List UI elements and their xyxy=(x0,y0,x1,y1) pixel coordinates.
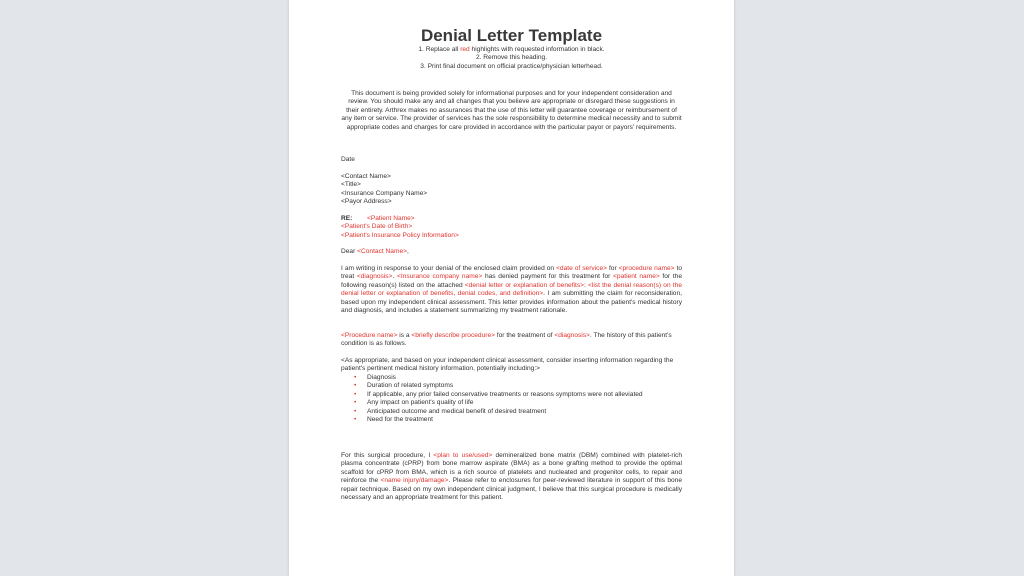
re-block xyxy=(341,215,682,240)
payor-address-field: <Payor Address> xyxy=(341,198,392,206)
p1-text: . xyxy=(392,273,397,281)
document-title: Denial Letter Template xyxy=(420,26,603,45)
template-heading xyxy=(289,26,734,71)
salutation-contact: <Contact Name> xyxy=(357,248,407,255)
p1-procedure-name: <procedure name> xyxy=(618,265,675,272)
p2-procedure-description: <briefly describe procedure> xyxy=(411,332,495,339)
paragraph-history-instructions: <As appropriate, and based on your independent clinical assessment, consider inserting information regarding the patient's pertinent medical history information, potentially including:> xyxy=(341,357,674,373)
re-row xyxy=(341,215,682,223)
p1-diagnosis: <diagnosis> xyxy=(356,273,393,281)
history-bullet-list xyxy=(341,374,682,424)
p1-text: for xyxy=(606,265,619,272)
date-field: Date xyxy=(341,156,355,163)
p1-denial-reasons: <list the denial reason(s) on the denial letter or explanation of benefits, denial codes, and definition> xyxy=(341,281,682,298)
instruction-1-text: 1. Replace all xyxy=(418,46,461,53)
patient-name-field: <Patient Name> xyxy=(367,215,415,222)
paragraph-denial-response xyxy=(341,265,682,315)
p2-text: is a xyxy=(397,332,412,339)
p2-diagnosis: <diagnosis> xyxy=(554,332,590,339)
p4-text: demineralized bone matrix (DBM) combined with platelet-rich plasma concentrate (cPRP) from bone marrow aspirate (BMA) as a bone grafting method to provide the optimal scaffold for cPRP from BMA, which is a rich source of platelets and nucleated and progenitor cells, to repair and reinforce the xyxy=(341,452,683,485)
list-item: • Need for the treatment xyxy=(367,416,682,424)
list-item: • If applicable, any prior failed conservative treatments or reasons symptoms were not alleviated xyxy=(367,391,682,399)
salutation xyxy=(341,248,682,256)
instruction-1-text-end: highlights with requested information in black. xyxy=(469,46,605,53)
instruction-3: 3. Print final document on official practice/physician letterhead. xyxy=(420,62,603,70)
document-page xyxy=(289,0,734,576)
instruction-1 xyxy=(289,46,734,54)
salutation-dear: Dear xyxy=(341,248,358,255)
patient-dob-field: <Patient's Date of Birth> xyxy=(341,223,413,231)
salutation-comma: , xyxy=(406,248,409,255)
p1-text: has denied payment for this treatment for xyxy=(482,273,614,281)
p1-text: : xyxy=(583,281,588,289)
p1-text: I am writing in response to your denial of the enclosed claim provided on xyxy=(341,265,557,272)
list-item: • Duration of related symptoms xyxy=(367,382,682,390)
p2-procedure-name: <Procedure name> xyxy=(341,332,398,339)
p1-denial-letter: <denial letter or explanation of benefits> xyxy=(464,281,584,289)
p1-patient-name: <patient name> xyxy=(613,273,660,281)
p4-injury-damage: <name injury/damage> xyxy=(380,477,449,485)
patient-policy-field: <Patient's Insurance Policy Information> xyxy=(341,231,459,239)
p1-text: for the following reason(s) listed on the attached xyxy=(341,273,682,289)
p1-insurance-company: <Insurance company name> xyxy=(396,273,483,281)
instruction-2: 2. Remove this heading. xyxy=(475,54,548,62)
p2-text: . The history of this patient's condition is as follows. xyxy=(341,332,672,348)
p4-text: . Please refer to enclosures for peer-reviewed literature in support of this bone repair technique. Based on my own independent clinical judgment, I believe that this surgical procedure is medically necessary and an appropriate treatment for this patient. xyxy=(341,477,683,502)
instruction-1-red-word: red xyxy=(460,46,470,53)
p1-text: to treat xyxy=(341,265,682,281)
list-item: • Diagnosis xyxy=(367,374,682,382)
list-item: • Anticipated outcome and medical benefit of desired treatment xyxy=(367,408,682,416)
paragraph-surgical-procedure xyxy=(341,452,682,502)
p1-text: . I am submitting the claim for reconsideration, based upon my independent clinical assessment. This letter provides information about the patient's medical history and diagnosis, and includes a statement summarizing my treatment rationale. xyxy=(341,290,682,315)
p1-date-of-service: <date of service> xyxy=(556,265,607,272)
list-item: • Any impact on patient's quality of life xyxy=(367,399,682,407)
p2-text: for the treatment of xyxy=(494,332,555,339)
p4-plan-used: <plan to use/used> xyxy=(433,452,493,459)
p4-text: For this surgical procedure, I xyxy=(341,452,434,459)
disclaimer: This document is being provided solely for informational purposes and for your independent consideration and review. You should make any and all changes that you believe are appropriate or disregard these suggestions in their entirety. Arthrex makes no assurances that the use of this letter will guarantee coverage or reimbursement of any item or service. The provider of services has the sole responsibility to determine medical necessity and to submit appropriate codes and charges for care provided in accordance with the particular payor or payors' requirements. xyxy=(341,90,682,131)
insurance-company-field: <Insurance Company Name> xyxy=(341,189,428,197)
contact-name-field: <Contact Name> xyxy=(341,173,391,180)
re-label: RE: xyxy=(341,215,353,222)
title-field: <Title> xyxy=(341,181,361,189)
address-block xyxy=(341,173,682,207)
paragraph-procedure-description xyxy=(341,332,682,349)
